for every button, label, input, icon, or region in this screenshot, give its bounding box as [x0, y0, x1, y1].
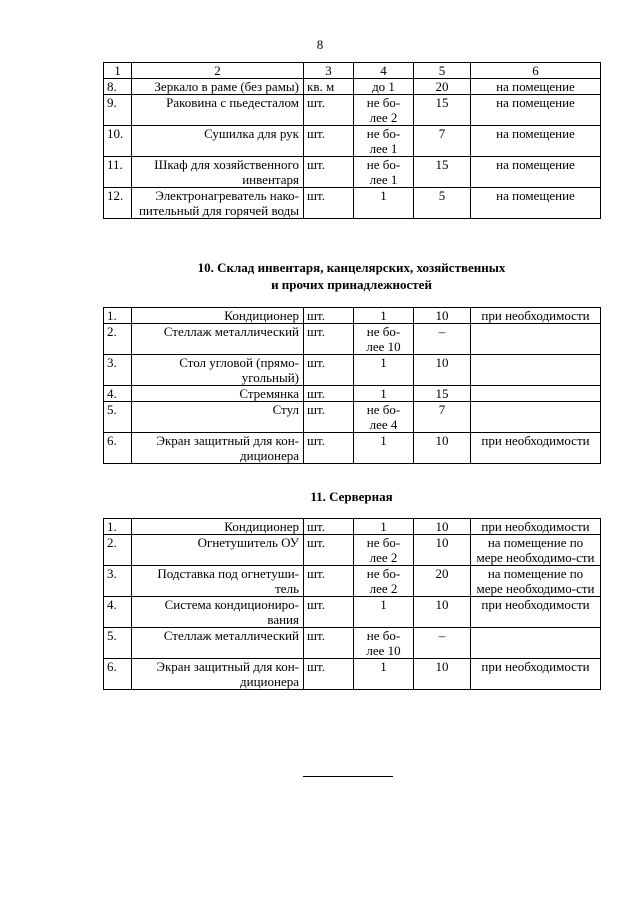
- note-cell: при необходимости: [471, 433, 601, 464]
- section-10-title: [103, 259, 600, 293]
- row-number-cell: 3.: [104, 355, 132, 386]
- table-row: [104, 597, 601, 628]
- unit-cell: шт.: [304, 355, 354, 386]
- unit-cell: шт.: [304, 597, 354, 628]
- row-number-cell: 2.: [104, 324, 132, 355]
- unit-cell: шт.: [304, 324, 354, 355]
- item-name-cell: Экран защитный для кон-диционера: [132, 433, 304, 464]
- quantity-cell: 1: [354, 308, 414, 324]
- table-row: [104, 386, 601, 402]
- note-cell: на помещение: [471, 126, 601, 157]
- row-number-cell: 11.: [104, 157, 132, 188]
- unit-cell: шт.: [304, 308, 354, 324]
- row-number-cell: 1.: [104, 308, 132, 324]
- note-cell: на помещение: [471, 188, 601, 219]
- unit-cell: кв. м: [304, 79, 354, 95]
- column-number-2: 2: [132, 63, 304, 79]
- item-name-cell: Стеллаж металлический: [132, 324, 304, 355]
- quantity-cell: не бо- лее 2: [354, 566, 414, 597]
- row-number-cell: 3.: [104, 566, 132, 597]
- item-name-cell: Стул: [132, 402, 304, 433]
- item-name-cell: Стол угловой (прямо-угольный): [132, 355, 304, 386]
- unit-cell: шт.: [304, 535, 354, 566]
- note-cell: [471, 386, 601, 402]
- note-cell: при необходимости: [471, 659, 601, 690]
- table-row: [104, 628, 601, 659]
- quantity-cell: не бо- лее 10: [354, 628, 414, 659]
- service-years-cell: 15: [414, 157, 471, 188]
- note-cell: на помещение по мере необходимо-сти: [471, 566, 601, 597]
- row-number-cell: 9.: [104, 95, 132, 126]
- item-name-cell: Подставка под огнетуши-тель: [132, 566, 304, 597]
- section-10-title-line1: 10. Склад инвентаря, канцелярских, хозяйственных: [197, 260, 506, 275]
- service-years-cell: 10: [414, 597, 471, 628]
- table-row: [104, 324, 601, 355]
- quantity-cell: до 1: [354, 79, 414, 95]
- quantity-cell: не бо- лее 1: [354, 126, 414, 157]
- column-number-5: 5: [414, 63, 471, 79]
- item-name-cell: Раковина с пьедесталом: [132, 95, 304, 126]
- service-years-cell: 15: [414, 386, 471, 402]
- item-name-cell: Кондиционер: [132, 308, 304, 324]
- service-years-cell: –: [414, 628, 471, 659]
- service-years-cell: 7: [414, 402, 471, 433]
- service-years-cell: 10: [414, 659, 471, 690]
- quantity-cell: не бо- лее 2: [354, 535, 414, 566]
- table-row: [104, 308, 601, 324]
- table-row: [104, 157, 601, 188]
- quantity-cell: 1: [354, 659, 414, 690]
- unit-cell: шт.: [304, 126, 354, 157]
- service-years-cell: 20: [414, 566, 471, 597]
- quantity-cell: не бо- лее 4: [354, 402, 414, 433]
- note-cell: на помещение: [471, 79, 601, 95]
- unit-cell: шт.: [304, 519, 354, 535]
- footer-rule: [303, 776, 393, 777]
- unit-cell: шт.: [304, 386, 354, 402]
- quantity-cell: не бо- лее 10: [354, 324, 414, 355]
- service-years-cell: 10: [414, 519, 471, 535]
- table-row: [104, 519, 601, 535]
- table-header-row: [104, 63, 601, 79]
- row-number-cell: 1.: [104, 519, 132, 535]
- storage-equipment-table: [103, 307, 601, 464]
- item-name-cell: Система кондициониро-вания: [132, 597, 304, 628]
- column-number-6: 6: [471, 63, 601, 79]
- row-number-cell: 4.: [104, 386, 132, 402]
- note-cell: на помещение по мере необходимо-сти: [471, 535, 601, 566]
- service-years-cell: –: [414, 324, 471, 355]
- row-number-cell: 5.: [104, 628, 132, 659]
- quantity-cell: 1: [354, 519, 414, 535]
- note-cell: [471, 628, 601, 659]
- column-number-1: 1: [104, 63, 132, 79]
- note-cell: при необходимости: [471, 597, 601, 628]
- table-row: [104, 402, 601, 433]
- unit-cell: шт.: [304, 188, 354, 219]
- unit-cell: шт.: [304, 433, 354, 464]
- row-number-cell: 5.: [104, 402, 132, 433]
- row-number-cell: 6.: [104, 433, 132, 464]
- table-row: [104, 126, 601, 157]
- quantity-cell: не бо- лее 1: [354, 157, 414, 188]
- row-number-cell: 6.: [104, 659, 132, 690]
- unit-cell: шт.: [304, 402, 354, 433]
- quantity-cell: 1: [354, 597, 414, 628]
- section-10-title-line2: и прочих принадлежностей: [271, 277, 432, 292]
- row-number-cell: 2.: [104, 535, 132, 566]
- note-cell: [471, 402, 601, 433]
- item-name-cell: Зеркало в раме (без рамы): [132, 79, 304, 95]
- service-years-cell: 5: [414, 188, 471, 219]
- note-cell: при необходимости: [471, 308, 601, 324]
- note-cell: на помещение: [471, 157, 601, 188]
- service-years-cell: 10: [414, 535, 471, 566]
- unit-cell: шт.: [304, 628, 354, 659]
- quantity-cell: 1: [354, 386, 414, 402]
- note-cell: [471, 324, 601, 355]
- unit-cell: шт.: [304, 157, 354, 188]
- page-number: 8: [316, 37, 324, 52]
- row-number-cell: 4.: [104, 597, 132, 628]
- quantity-cell: 1: [354, 188, 414, 219]
- quantity-cell: 1: [354, 433, 414, 464]
- item-name-cell: Огнетушитель ОУ: [132, 535, 304, 566]
- row-number-cell: 12.: [104, 188, 132, 219]
- server-room-equipment-table: [103, 518, 601, 690]
- item-name-cell: Стремянка: [132, 386, 304, 402]
- row-number-cell: 10.: [104, 126, 132, 157]
- service-years-cell: 10: [414, 355, 471, 386]
- equipment-table-continued: [103, 62, 601, 219]
- service-years-cell: 15: [414, 95, 471, 126]
- quantity-cell: 1: [354, 355, 414, 386]
- table-row: [104, 659, 601, 690]
- row-number-cell: 8.: [104, 79, 132, 95]
- section-11-title: 11. Серверная: [310, 489, 393, 504]
- quantity-cell: не бо- лее 2: [354, 95, 414, 126]
- table-row: [104, 355, 601, 386]
- item-name-cell: Экран защитный для кон-диционера: [132, 659, 304, 690]
- service-years-cell: 7: [414, 126, 471, 157]
- service-years-cell: 20: [414, 79, 471, 95]
- item-name-cell: Электронагреватель нако-пительный для горячей воды: [132, 188, 304, 219]
- column-number-3: 3: [304, 63, 354, 79]
- unit-cell: шт.: [304, 95, 354, 126]
- table-row: [104, 188, 601, 219]
- item-name-cell: Сушилка для рук: [132, 126, 304, 157]
- item-name-cell: Шкаф для хозяйственного инвентаря: [132, 157, 304, 188]
- item-name-cell: Кондиционер: [132, 519, 304, 535]
- item-name-cell: Стеллаж металлический: [132, 628, 304, 659]
- table-row: [104, 95, 601, 126]
- unit-cell: шт.: [304, 566, 354, 597]
- table-row: [104, 79, 601, 95]
- note-cell: при необходимости: [471, 519, 601, 535]
- note-cell: на помещение: [471, 95, 601, 126]
- note-cell: [471, 355, 601, 386]
- table-row: [104, 535, 601, 566]
- unit-cell: шт.: [304, 659, 354, 690]
- table-row: [104, 433, 601, 464]
- service-years-cell: 10: [414, 308, 471, 324]
- service-years-cell: 10: [414, 433, 471, 464]
- column-number-4: 4: [354, 63, 414, 79]
- table-row: [104, 566, 601, 597]
